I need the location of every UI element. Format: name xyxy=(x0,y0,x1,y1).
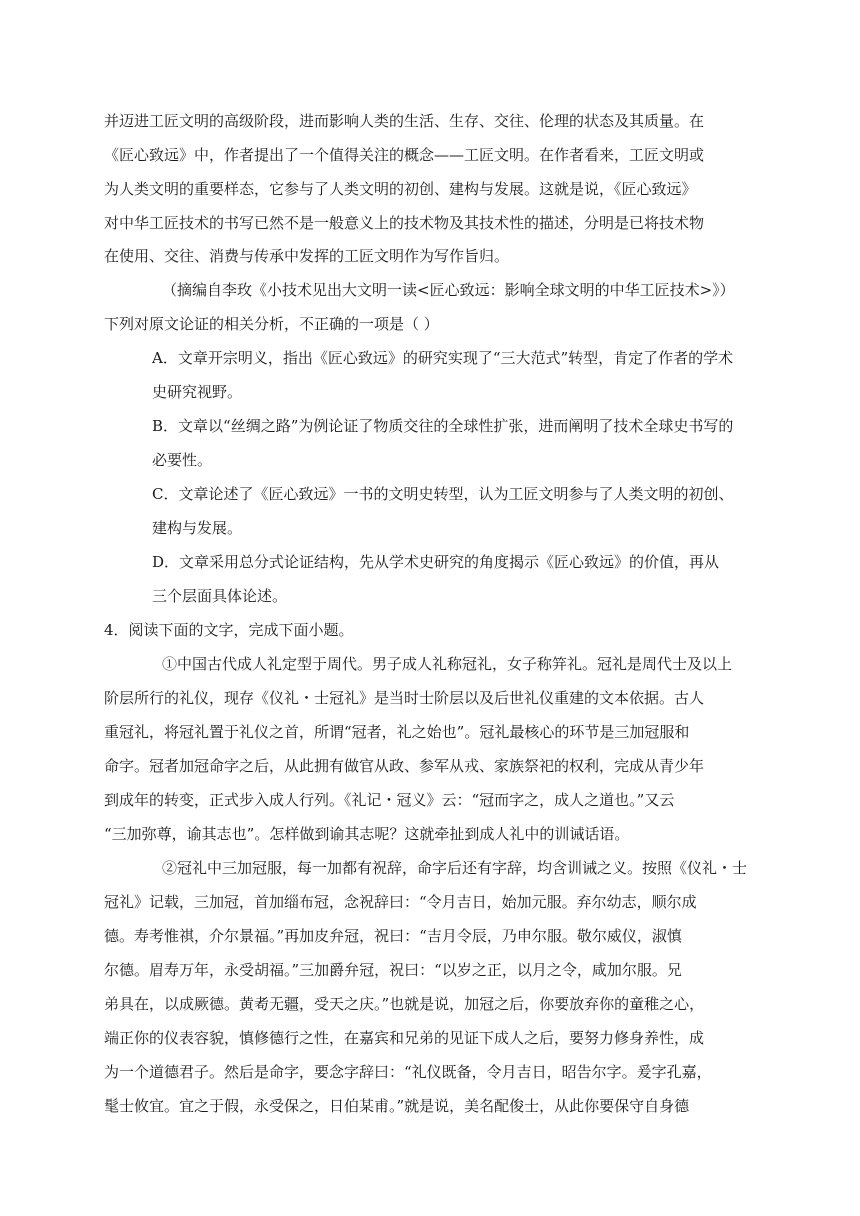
paragraph-2-line: 尔德。眉寿万年，永受胡福。”三加爵弁冠，祝曰：“以岁之正，以月之令，咸加尔服。兄 xyxy=(104,961,682,979)
paragraph-2-line: 弟具在，以成厥德。黄耇无疆，受天之庆。”也就是说，加冠之后，你要放弃你的童稚之心， xyxy=(104,995,705,1013)
paragraph-1-line: ①中国古代成人礼定型于周代。男子成人礼称冠礼，女子称笄礼。冠礼是周代士及以上 xyxy=(162,655,733,673)
paragraph-2-line: 为一个道德君子。然后是命字，要念字辞曰：“礼仪既备，令月吉日，昭告尔字。爰字孔嘉， xyxy=(104,1063,712,1081)
option-a-cont: 史研究视野。 xyxy=(152,383,243,401)
option-c: C．文章论述了《匠心致远》一书的文明史转型，认为工匠文明参与了人类文明的初创、 xyxy=(152,485,734,503)
passage-line: 在使用、交往、消费与传承中发挥的工匠文明作为写作旨归。 xyxy=(104,247,510,265)
paragraph-2-line: 冠礼》记载，三加冠，首加缁布冠，念祝辞曰：“令月吉日，始加元服。弃尔幼志，顺尔成 xyxy=(104,893,697,911)
option-b: B．文章以“丝绸之路”为例论证了物质交往的全球性扩张，进而阐明了技术全球史书写的 xyxy=(152,417,734,435)
passage-line: 《匠心致远》中，作者提出了一个值得关注的概念——工匠文明。在作者看来，工匠文明或 xyxy=(104,146,705,164)
passage-source: （摘编自李玫《小技术见出大文明一读<匠心致远：影响全球文明的中华工匠技术>》） xyxy=(162,281,735,299)
paragraph-1-line: “三加弥尊，谕其志也”。怎样做到谕其志呢？这就牵扯到成人礼中的训诫话语。 xyxy=(104,825,630,843)
passage-line: 对中华工匠技术的书写已然不是一般意义上的技术物及其技术性的描述，分明是已将技术物 xyxy=(104,214,705,232)
paragraph-1-line: 到成年的转变，正式步入成人行列。《礼记・冠义》云：“冠而字之，成人之道也。”又云 xyxy=(104,791,675,809)
passage-line: 并迈进工匠文明的高级阶段，进而影响人类的生活、生存、交往、伦理的状态及其质量。在 xyxy=(104,112,705,130)
option-d: D．文章采用总分式论证结构，先从学术史研究的角度揭示《匠心致远》的价值，再从 xyxy=(152,553,720,571)
option-b-cont: 必要性。 xyxy=(152,451,213,469)
option-c-cont: 建构与发展。 xyxy=(152,519,243,537)
paragraph-2-line: 髦士攸宜。宜之于假，永受保之，日伯某甫。”就是说，美名配俊士，从此你要保守自身德 xyxy=(104,1097,690,1115)
paragraph-2-line: 端正你的仪表容貌，慎修德行之性，在嘉宾和兄弟的见证下成人之后，要努力修身养性，成 xyxy=(104,1029,705,1047)
option-d-cont: 三个层面具体论述。 xyxy=(152,587,288,605)
question-stem: 下列对原文论证的相关分析，不正确的一项是（ ） xyxy=(104,315,439,333)
question-heading: 4．阅读下面的文字，完成下面小题。 xyxy=(104,621,354,639)
paragraph-1-line: 命字。冠者加冠命字之后，从此拥有做官从政、参军从戎、家族祭祀的权利，完成从青少年 xyxy=(104,757,705,775)
passage-line: 为人类文明的重要样态，它参与了人类文明的初创、建构与发展。这就是说，《匠心致远》 xyxy=(104,180,697,198)
option-a: A．文章开宗明义，指出《匠心致远》的研究实现了“三大范式”转型，肯定了作者的学术 xyxy=(152,349,734,367)
paragraph-2-line: ②冠礼中三加冠服，每一加都有祝辞，命字后还有字辞，均含训诫之义。按照《仪礼・士 xyxy=(162,859,748,877)
paragraph-1-line: 阶层所行的礼仪，现存《仪礼・士冠礼》是当时士阶层以及后世礼仪重建的文本依据。古人 xyxy=(104,689,705,707)
paragraph-1-line: 重冠礼，将冠礼置于礼仪之首，所谓“冠者，礼之始也”。冠礼最核心的环节是三加冠服和 xyxy=(104,723,690,741)
paragraph-2-line: 德。寿考惟祺，介尔景福。”再加皮弁冠，祝曰：“吉月令辰，乃申尔服。敬尔威仪，淑慎 xyxy=(104,927,682,945)
